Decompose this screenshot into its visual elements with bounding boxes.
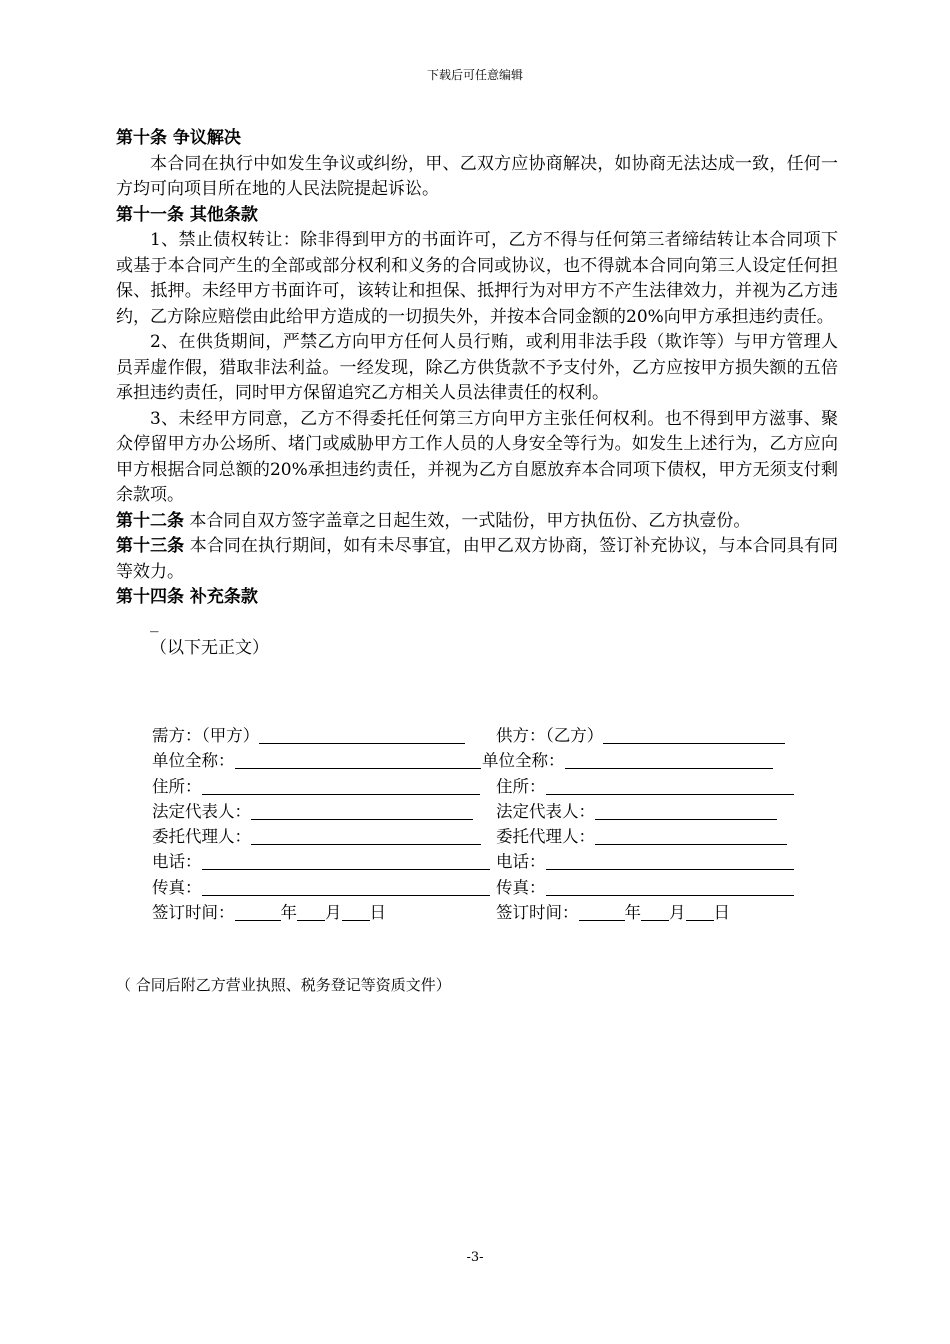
- seller-address-line: [546, 776, 794, 795]
- seller-day-label: 日: [713, 903, 730, 923]
- seller-agent-line: [595, 826, 787, 845]
- article-11-heading: 第十一条 其他条款: [116, 204, 258, 225]
- seller-party: [496, 722, 785, 746]
- seller-phone: [496, 848, 794, 872]
- buyer-legal-rep: [152, 798, 473, 822]
- article-12-text: 本合同自双方签字盖章之日起生效，一式陆份，甲方执伍份、乙方执壹份。: [189, 510, 751, 531]
- buyer-address: [152, 773, 480, 797]
- seller-legal-rep-line: [595, 801, 777, 820]
- article-11-item-3: 3、未经甲方同意，乙方不得委托任何第三方向甲方主张任何权利。也不得到甲方滋事、聚众停留甲方办公场所、堵门或威胁甲方工作人员的人身安全等行为。如发生上述行为，乙方应向甲方根据合同总额的20%承担违约责任，并视为乙方自愿放弃本合同项下债权，甲方无须支付剩余款项。: [116, 408, 838, 505]
- buyer-unit-line: [235, 750, 481, 769]
- signature-block: [152, 722, 852, 924]
- seller-address: [496, 773, 794, 797]
- article-13-text: 本合同在执行期间，如有未尽事宜，由甲乙双方协商，签订补充协议，与本合同具有同等效力。: [116, 536, 839, 582]
- buyer-phone-label: 电话：: [152, 852, 202, 872]
- signature-row-unit: [152, 747, 852, 772]
- signature-row-party: [152, 722, 852, 747]
- article-11-item-1: 1、禁止债权转让：除非得到甲方的书面许可，乙方不得与任何第三者缔结转让本合同项下或基于本合同产生的全部或部分权利和义务的合同或协议，也不得就本合同向第三人设定任何担保、抵押。未经甲方书面许可，该转让和担保、抵押行为对甲方不产生法律效力，并视为乙方违约，乙方除应赔偿由此给甲方造成的一切损失外，并按本合同金额的20%向甲方承担违约责任。: [116, 230, 838, 327]
- seller-address-label: 住所：: [496, 776, 546, 796]
- seller-unit: [482, 747, 773, 771]
- buyer-month-label: 月: [325, 903, 342, 923]
- buyer-legal-rep-line: [251, 801, 473, 820]
- buyer-unit: [152, 747, 481, 771]
- seller-day-line: [686, 902, 714, 921]
- seller-month-line: [641, 902, 669, 921]
- page-header: 下载后可任意编辑: [426, 68, 523, 82]
- buyer-agent: [152, 823, 481, 847]
- page-number: -3-: [466, 1250, 484, 1265]
- buyer-party: [152, 722, 465, 746]
- seller-year-line: [579, 902, 625, 921]
- seller-fax-line: [546, 877, 794, 896]
- buyer-party-line: [259, 725, 465, 744]
- seller-fax: [496, 874, 794, 898]
- article-13-label: 第十三条: [116, 536, 185, 556]
- seller-month-label: 月: [669, 903, 686, 923]
- signature-row-legal-rep: [152, 798, 852, 823]
- seller-agent-label: 委托代理人：: [496, 827, 595, 847]
- buyer-fax-line: [202, 877, 490, 896]
- buyer-day-line: [342, 902, 370, 921]
- buyer-month-line: [297, 902, 325, 921]
- buyer-sign-date: [152, 899, 386, 923]
- buyer-party-label: 需方：（甲方）: [152, 726, 260, 745]
- seller-fax-label: 传真：: [496, 877, 546, 897]
- signature-row-agent: [152, 823, 852, 848]
- buyer-agent-label: 委托代理人：: [152, 827, 251, 847]
- seller-date-label: 签订时间：: [496, 903, 579, 923]
- buyer-fax: [152, 874, 490, 898]
- buyer-legal-rep-label: 法定代表人：: [152, 801, 251, 821]
- supplementary-blank: _: [150, 612, 159, 633]
- seller-phone-label: 电话：: [496, 852, 546, 872]
- buyer-day-label: 日: [369, 903, 386, 923]
- article-10-body: 本合同在执行中如发生争议或纠纷，甲、乙双方应协商解决，如协商无法达成一致，任何一方均可向项目所在地的人民法院提起诉讼。: [116, 153, 838, 199]
- buyer-address-line: [202, 776, 480, 795]
- contract-body: [116, 126, 838, 662]
- end-of-text-note: （以下无正文）: [150, 638, 269, 658]
- seller-phone-line: [546, 851, 794, 870]
- attachment-note: （ 合同后附乙方营业执照、税务登记等资质文件）: [116, 976, 451, 994]
- buyer-phone-line: [202, 851, 490, 870]
- buyer-agent-line: [251, 826, 481, 845]
- buyer-unit-label: 单位全称：: [152, 751, 235, 771]
- article-11-item-2: 2、在供货期间，严禁乙方向甲方任何人员行贿，或利用非法手段（欺诈等）与甲方管理人员弄虚作假，猎取非法利益。一经发现，除乙方供货款不予支付外，乙方应按甲方损失额的五倍承担违约责任，同时甲方保留追究乙方相关人员法律责任的权利。: [116, 332, 838, 403]
- signature-row-fax: [152, 874, 852, 899]
- article-10-heading: 第十条 争议解决: [116, 128, 241, 148]
- buyer-fax-label: 传真：: [152, 877, 202, 897]
- article-12: [116, 509, 838, 535]
- buyer-address-label: 住所：: [152, 776, 202, 796]
- seller-party-line: [603, 725, 785, 744]
- seller-unit-label: 单位全称：: [482, 751, 565, 771]
- buyer-year-line: [235, 902, 281, 921]
- article-13: [116, 534, 838, 585]
- seller-legal-rep: [496, 798, 777, 822]
- buyer-phone: [152, 848, 490, 872]
- signature-row-address: [152, 773, 852, 798]
- seller-sign-date: [496, 899, 730, 923]
- article-12-label: 第十二条: [116, 510, 184, 531]
- buyer-date-label: 签订时间：: [152, 903, 235, 923]
- seller-year-label: 年: [624, 903, 641, 923]
- seller-legal-rep-label: 法定代表人：: [496, 801, 595, 821]
- signature-row-date: [152, 899, 852, 924]
- seller-party-label: 供方：（乙方）: [496, 726, 604, 745]
- seller-unit-line: [565, 750, 773, 769]
- article-14-heading: 第十四条 补充条款: [116, 587, 258, 607]
- signature-row-phone: [152, 848, 852, 873]
- buyer-year-label: 年: [280, 903, 297, 923]
- seller-agent: [496, 823, 787, 847]
